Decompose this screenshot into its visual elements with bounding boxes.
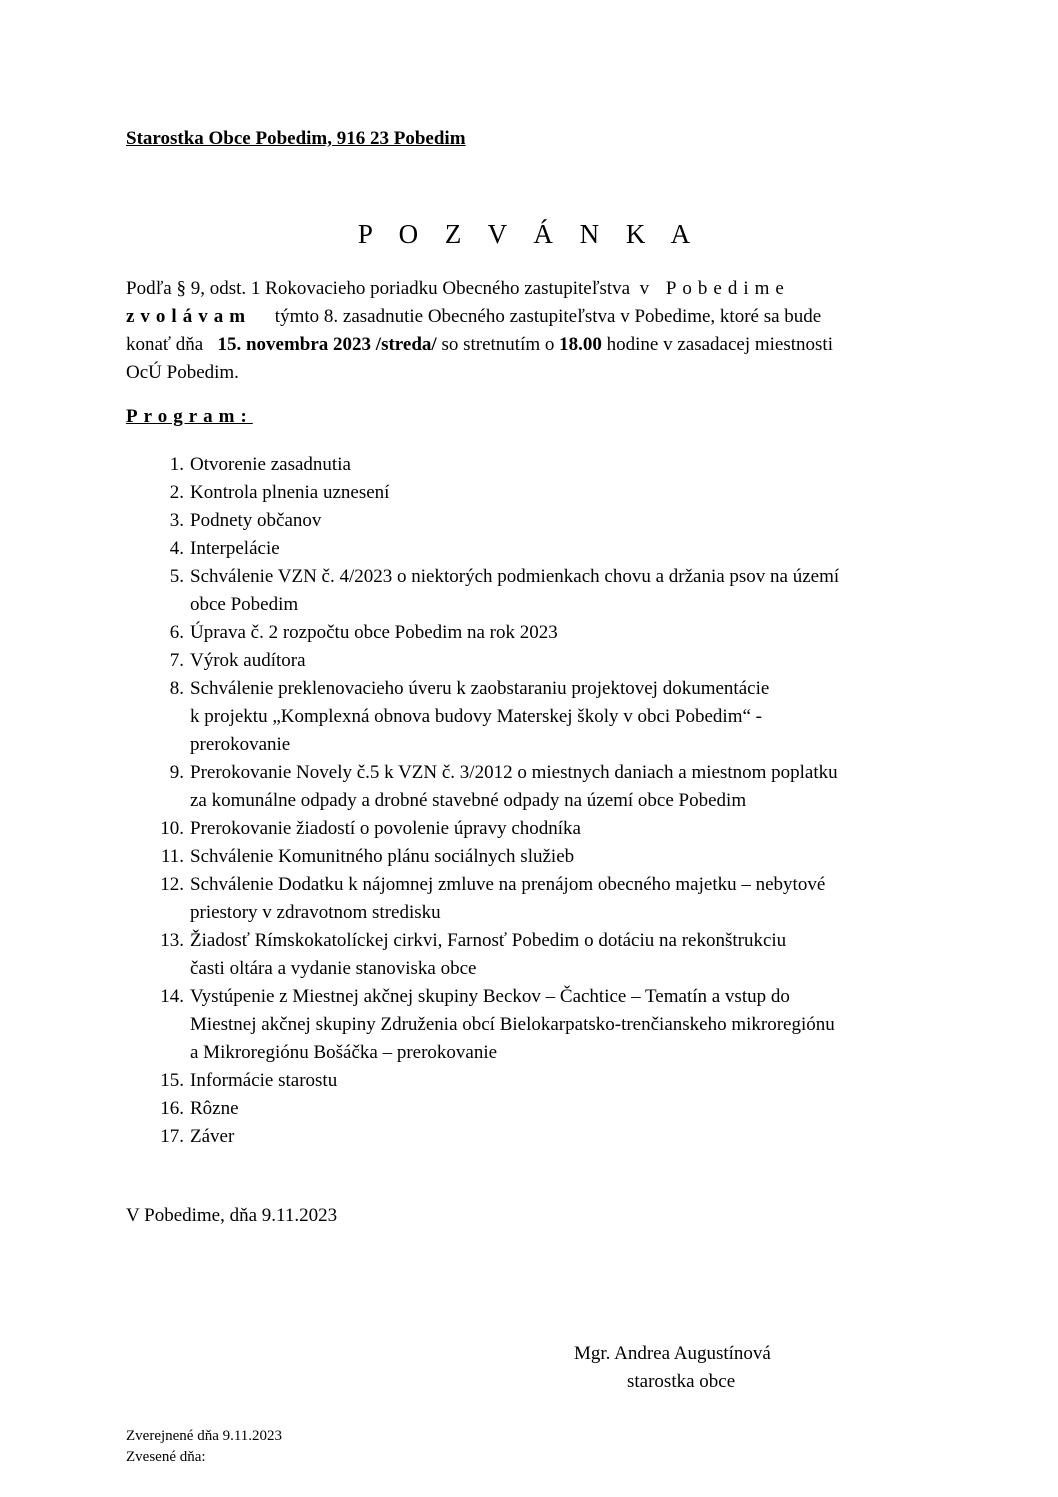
program-heading: Program: [126,406,253,427]
list-item [126,1123,946,1151]
list-item-number: 6. [169,622,184,643]
list-item-text [190,871,946,927]
list-item-line: Výrok audítora [190,650,306,671]
list-item-line: Schválenie preklenovacieho úveru k zaobstaraniu projektovej dokumentácie [190,678,770,699]
document-header: Starostka Obce Pobedim, 916 23 Pobedim [126,128,466,149]
list-item-text [190,619,946,647]
list-item-line: Prerokovanie žiadostí o povolenie úpravy chodníka [190,818,581,839]
list-item [126,983,946,1067]
list-item-line: Kontrola plnenia uznesení [190,482,390,503]
intro-text: týmto 8. zasadnutie Obecného zastupiteľstva v Pobedime, ktoré sa bude [274,306,822,327]
list-item-number: 4. [169,538,184,559]
signature-name: Mgr. Andrea Augustínová [574,1343,771,1364]
list-item-text [190,843,946,871]
intro-line-1 [126,275,946,303]
intro-text: so stretnutím o [441,334,555,355]
list-item-number: 11. [160,846,184,867]
list-item-line: Schválenie Dodatku k nájomnej zmluve na prenájom obecného majetku – nebytové [190,874,826,895]
list-item-text [190,983,946,1067]
list-item-line: Úprava č. 2 rozpočtu obce Pobedim na rok 2023 [190,622,558,643]
list-item [126,535,946,563]
list-item-text [190,759,946,815]
list-item-text [190,507,946,535]
list-item-text [190,1123,946,1151]
list-item [126,759,946,815]
list-item-line: Rôzne [190,1098,239,1119]
list-item-number: 3. [169,510,184,531]
list-item [126,619,946,647]
intro-paragraph [126,275,946,387]
list-item-number: 16. [160,1098,184,1119]
removed-note: Zvesené dňa: [126,1449,206,1465]
list-item-text [190,535,946,563]
list-item-line: Miestnej akčnej skupiny Združenia obcí Bielokarpatsko-trenčianskeho mikroregiónu [190,1014,835,1035]
signature-role: starostka obce [627,1371,736,1392]
list-item-number: 5. [169,566,184,587]
list-item [126,927,946,983]
list-item-number: 13. [160,930,184,951]
meeting-time: 18.00 [559,334,602,355]
list-item-number: 7. [169,650,184,671]
list-item-line: k projektu „Komplexná obnova budovy Materskej školy v obci Pobedim“ - [190,706,763,727]
list-item-number: 17. [160,1126,184,1147]
list-item-line: Prerokovanie Novely č.5 k VZN č. 3/2012 o miestnych daniach a miestnom poplatku [190,762,838,783]
list-item [126,647,946,675]
list-item-number: 10. [160,818,184,839]
list-item [126,507,946,535]
list-item-number: 14. [160,986,184,1007]
list-item-line: obce Pobedim [190,594,299,615]
list-item [126,451,946,479]
list-item-line: priestory v zdravotnom stredisku [190,902,441,923]
list-item-text [190,815,946,843]
list-item-text [190,927,946,983]
list-item-text [190,675,946,759]
intro-text: Podľa § 9, odst. 1 Rokovacieho poriadku Obecného zastupiteľstva [126,278,631,299]
list-item-text [190,479,946,507]
list-item [126,815,946,843]
list-item-line: Schválenie VZN č. 4/2023 o niektorých podmienkach chovu a držania psov na území [190,566,840,587]
document-title: P O Z V Á N K A [357,219,701,249]
intro-line-3 [126,331,946,359]
list-item-line: Informácie starostu [190,1070,338,1091]
list-item [126,1067,946,1095]
list-item-line: Otvorenie zasadnutia [190,454,351,475]
list-item [126,1095,946,1123]
meeting-date: 15. novembra 2023 /streda/ [217,334,437,355]
list-item-line: Žiadosť Rímskokatolíckej cirkvi, Farnosť Pobedim o dotáciu na rekonštrukciu [190,930,787,951]
intro-place: v Pobedime [639,278,790,299]
list-item-text [190,1067,946,1095]
program-list [126,451,946,1151]
list-item-number: 15. [160,1070,184,1091]
intro-line-4: OcÚ Pobedim. [126,362,239,383]
list-item-line: prerokovanie [190,734,291,755]
intro-convene: zvolávam [126,306,252,327]
list-item-number: 12. [160,874,184,895]
list-item-text [190,563,946,619]
list-item [126,563,946,619]
list-item [126,871,946,927]
list-item-text [190,1095,946,1123]
list-item-text [190,647,946,675]
list-item-line: Interpelácie [190,538,280,559]
list-item [126,479,946,507]
intro-line-2 [126,303,946,331]
list-item [126,675,946,759]
list-item-line: Záver [190,1126,235,1147]
list-item-number: 8. [169,678,184,699]
list-item-line: Schválenie Komunitného plánu sociálnych služieb [190,846,575,867]
intro-text: konať dňa [126,334,204,355]
intro-text: hodine v zasadacej miestnosti [606,334,833,355]
list-item-line: za komunálne odpady a drobné stavebné odpady na území obce Pobedim [190,790,747,811]
date-place: V Pobedime, dňa 9.11.2023 [126,1205,338,1226]
list-item-number: 1. [169,454,184,475]
list-item-line: Podnety občanov [190,510,322,531]
list-item-text [190,451,946,479]
list-item-line: a Mikroregiónu Bošáčka – prerokovanie [190,1042,498,1063]
list-item-number: 9. [169,762,184,783]
list-item-line: Vystúpenie z Miestnej akčnej skupiny Beckov – Čachtice – Tematín a vstup do [190,986,790,1007]
list-item-number: 2. [169,482,184,503]
list-item [126,843,946,871]
list-item-line: časti oltára a vydanie stanoviska obce [190,958,477,979]
published-note: Zverejnené dňa 9.11.2023 [126,1428,283,1444]
